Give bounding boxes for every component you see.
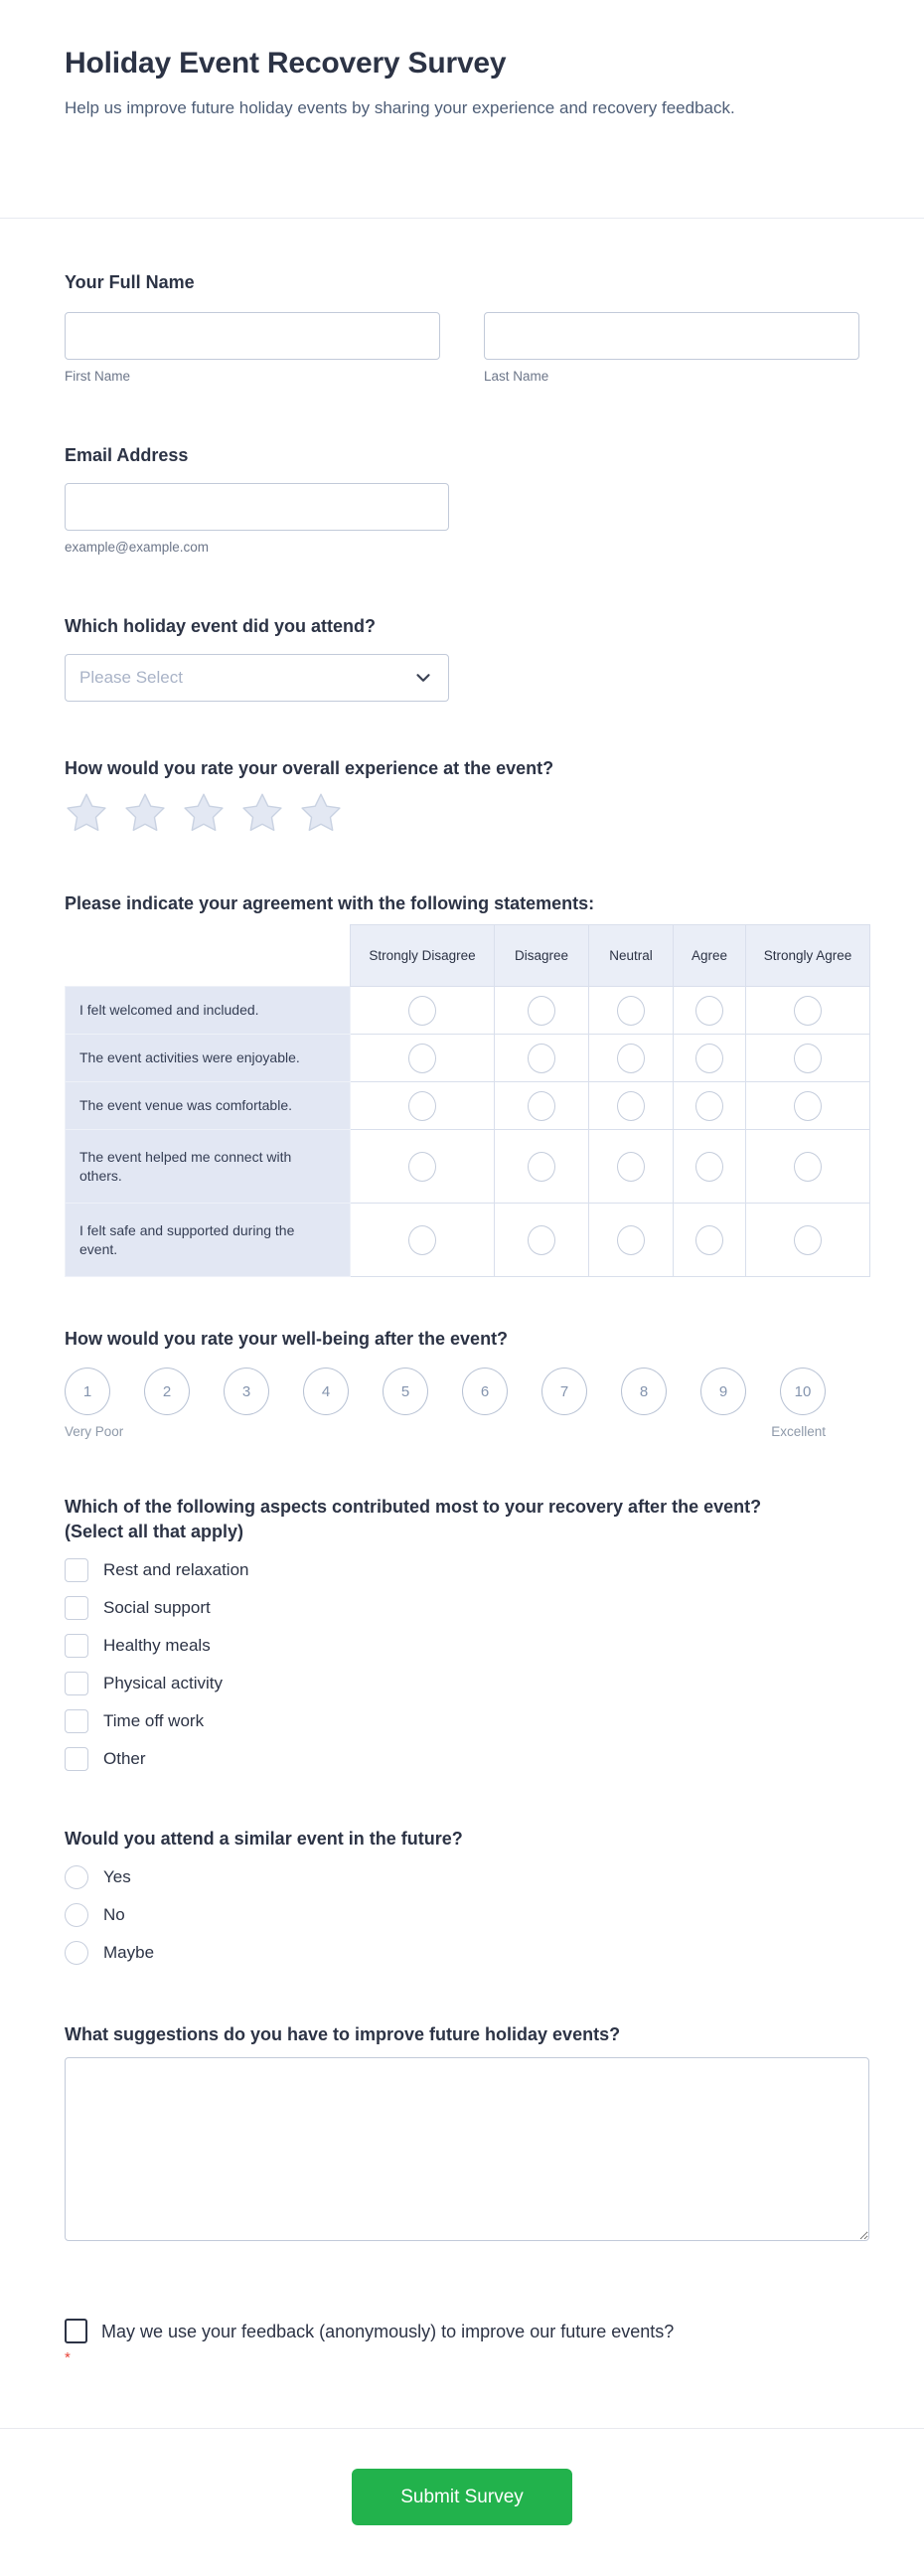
recovery-aspects-options <box>65 1558 859 1771</box>
event-select-value: Please Select <box>79 668 183 687</box>
checkbox-option-label: Other <box>103 1749 146 1768</box>
matrix-radio[interactable] <box>617 1044 645 1073</box>
attend-future-options <box>65 1865 859 1965</box>
full-name-label: Your Full Name <box>65 272 195 292</box>
scale-circle[interactable]: 1 <box>65 1368 110 1415</box>
matrix-cell <box>351 1035 495 1082</box>
event-select-label: Which holiday event did you attend? <box>65 616 377 636</box>
question-event-select <box>65 614 859 702</box>
matrix-radio[interactable] <box>617 1152 645 1182</box>
checkbox-icon[interactable] <box>65 1672 88 1695</box>
wellbeing-scale-row <box>65 1368 859 1415</box>
page-subtitle: Help us improve future holiday events by sharing your experience and recovery feedback. <box>65 98 735 117</box>
first-name-field[interactable] <box>65 312 440 360</box>
matrix-radio[interactable] <box>794 1225 822 1255</box>
matrix-column-header: Disagree <box>495 925 589 987</box>
matrix-body <box>66 987 870 1277</box>
checkbox-option-label: Social support <box>103 1598 211 1617</box>
agreement-matrix-table <box>65 924 870 1277</box>
radio-option-label: Yes <box>103 1867 131 1886</box>
matrix-row-label: The event helped me connect with others. <box>66 1130 351 1204</box>
matrix-cell <box>674 987 746 1035</box>
star-rating <box>65 792 859 834</box>
agreement-matrix-label: Please indicate your agreement with the following statements: <box>65 893 595 913</box>
matrix-radio[interactable] <box>408 1091 436 1121</box>
matrix-radio[interactable] <box>695 1091 723 1121</box>
overall-experience-label: How would you rate your overall experience at the event? <box>65 758 554 778</box>
last-name-col <box>484 312 859 384</box>
recovery-aspects-note: (Select all that apply) <box>65 1522 244 1541</box>
matrix-radio[interactable] <box>617 1091 645 1121</box>
matrix-blank-corner <box>66 925 351 987</box>
matrix-column-header: Strongly Agree <box>746 925 870 987</box>
matrix-cell <box>746 1082 870 1130</box>
star-icon[interactable] <box>65 792 108 834</box>
matrix-cell <box>589 1204 674 1277</box>
matrix-cell <box>351 987 495 1035</box>
scale-circle[interactable]: 10 <box>780 1368 826 1415</box>
star-icon[interactable] <box>299 792 343 834</box>
matrix-column-header: Neutral <box>589 925 674 987</box>
first-name-sublabel: First Name <box>65 369 131 384</box>
scale-circle[interactable]: 3 <box>224 1368 269 1415</box>
matrix-radio[interactable] <box>528 1225 555 1255</box>
matrix-cell <box>746 987 870 1035</box>
matrix-column-header: Agree <box>674 925 746 987</box>
scale-right-caption: Excellent <box>771 1424 826 1439</box>
matrix-radio[interactable] <box>528 1091 555 1121</box>
chevron-down-icon <box>412 667 434 689</box>
checkbox-option[interactable] <box>65 1634 859 1658</box>
matrix-cell <box>589 1130 674 1204</box>
matrix-radio[interactable] <box>695 996 723 1026</box>
name-fields-row <box>65 312 859 384</box>
matrix-column-header: Strongly Disagree <box>351 925 495 987</box>
matrix-cell <box>495 987 589 1035</box>
checkbox-option[interactable] <box>65 1709 859 1733</box>
matrix-radio[interactable] <box>794 1091 822 1121</box>
first-name-col <box>65 312 440 384</box>
matrix-cell <box>746 1204 870 1277</box>
checkbox-icon[interactable] <box>65 1558 88 1582</box>
required-asterisk: * <box>65 2349 71 2366</box>
checkbox-icon[interactable] <box>65 1634 88 1658</box>
question-recovery-aspects <box>65 1495 859 1771</box>
checkbox-option-label: Physical activity <box>103 1674 223 1692</box>
checkbox-option-label: Time off work <box>103 1711 205 1730</box>
matrix-radio[interactable] <box>794 1044 822 1073</box>
matrix-cell <box>589 987 674 1035</box>
question-wellbeing-scale <box>65 1327 859 1439</box>
matrix-radio[interactable] <box>617 1225 645 1255</box>
matrix-cell <box>589 1035 674 1082</box>
last-name-field[interactable] <box>484 312 859 360</box>
checkbox-option[interactable] <box>65 1558 859 1582</box>
scale-circle[interactable]: 4 <box>303 1368 349 1415</box>
matrix-radio[interactable] <box>695 1044 723 1073</box>
matrix-row <box>66 1082 870 1130</box>
matrix-row-label: The event activities were enjoyable. <box>66 1035 351 1082</box>
radio-icon[interactable] <box>65 1903 88 1927</box>
matrix-row <box>66 1130 870 1204</box>
radio-icon[interactable] <box>65 1941 88 1965</box>
consent-box-wrap <box>65 2319 87 2366</box>
wellbeing-scale-label: How would you rate your well-being after the event? <box>65 1329 509 1349</box>
matrix-radio[interactable] <box>408 1152 436 1182</box>
question-attend-future <box>65 1827 859 1965</box>
star-icon[interactable] <box>240 792 284 834</box>
radio-option[interactable] <box>65 1865 859 1889</box>
submit-survey-button[interactable]: Submit Survey <box>352 2469 572 2525</box>
scale-circle[interactable]: 6 <box>462 1368 508 1415</box>
checkbox-option-label: Healthy meals <box>103 1636 211 1655</box>
checkbox-icon[interactable] <box>65 1709 88 1733</box>
checkbox-icon[interactable] <box>65 1596 88 1620</box>
matrix-row <box>66 987 870 1035</box>
matrix-cell <box>746 1035 870 1082</box>
checkbox-option[interactable] <box>65 1747 859 1771</box>
matrix-row <box>66 1204 870 1277</box>
matrix-radio[interactable] <box>695 1152 723 1182</box>
email-field[interactable] <box>65 483 449 531</box>
matrix-cell <box>351 1130 495 1204</box>
question-email <box>65 443 859 555</box>
matrix-cell <box>495 1130 589 1204</box>
submit-section <box>0 2428 924 2576</box>
recovery-aspects-label <box>65 1495 859 1544</box>
radio-option[interactable] <box>65 1941 859 1965</box>
checkbox-option[interactable] <box>65 1672 859 1695</box>
matrix-row-label: The event venue was comfortable. <box>66 1082 351 1130</box>
matrix-radio[interactable] <box>794 1152 822 1182</box>
question-suggestions <box>65 2022 859 2241</box>
question-overall-experience <box>65 756 859 834</box>
radio-option-label: Maybe <box>103 1943 155 1962</box>
checkbox-option-label: Rest and relaxation <box>103 1560 249 1579</box>
attend-future-label: Would you attend a similar event in the future? <box>65 1829 463 1849</box>
recovery-aspects-label-text: Which of the following aspects contributed most to your recovery after the event? <box>65 1497 762 1517</box>
matrix-cell <box>674 1204 746 1277</box>
matrix-cell <box>746 1130 870 1204</box>
consent-label: May we use your feedback (anonymously) to improve our future events? <box>101 2322 675 2341</box>
matrix-radio[interactable] <box>528 1044 555 1073</box>
consent-row <box>65 2319 859 2366</box>
suggestions-label: What suggestions do you have to improve future holiday events? <box>65 2024 621 2044</box>
scale-circle[interactable]: 8 <box>621 1368 667 1415</box>
scale-circle[interactable]: 9 <box>700 1368 746 1415</box>
consent-checkbox[interactable] <box>65 2319 87 2343</box>
checkbox-icon[interactable] <box>65 1747 88 1771</box>
matrix-cell <box>589 1082 674 1130</box>
matrix-cell <box>674 1035 746 1082</box>
event-select-dropdown[interactable] <box>65 654 449 702</box>
matrix-radio[interactable] <box>794 996 822 1026</box>
matrix-radio[interactable] <box>617 996 645 1026</box>
question-consent <box>65 2319 859 2384</box>
form-header <box>0 0 924 219</box>
question-agreement-matrix <box>65 891 859 1277</box>
page-title: Holiday Event Recovery Survey <box>65 47 507 80</box>
email-label: Email Address <box>65 445 189 465</box>
radio-option-label: No <box>103 1905 125 1924</box>
matrix-cell <box>351 1204 495 1277</box>
question-full-name <box>65 270 859 384</box>
scale-circle[interactable]: 7 <box>541 1368 587 1415</box>
matrix-radio[interactable] <box>695 1225 723 1255</box>
matrix-row-label: I felt safe and supported during the event. <box>66 1204 351 1277</box>
matrix-radio[interactable] <box>528 996 555 1026</box>
matrix-radio[interactable] <box>408 1225 436 1255</box>
matrix-header <box>66 925 870 987</box>
matrix-radio[interactable] <box>528 1152 555 1182</box>
checkbox-option[interactable] <box>65 1596 859 1620</box>
matrix-row-label: I felt welcomed and included. <box>66 987 351 1035</box>
email-sublabel: example@example.com <box>65 540 210 555</box>
matrix-cell <box>495 1082 589 1130</box>
matrix-cell <box>495 1204 589 1277</box>
matrix-radio[interactable] <box>408 1044 436 1073</box>
last-name-sublabel: Last Name <box>484 369 549 384</box>
wellbeing-scale-captions <box>65 1424 826 1439</box>
matrix-radio[interactable] <box>408 996 436 1026</box>
matrix-cell <box>674 1082 746 1130</box>
scale-circle[interactable]: 2 <box>144 1368 190 1415</box>
star-icon[interactable] <box>123 792 167 834</box>
matrix-cell <box>495 1035 589 1082</box>
scale-circle[interactable]: 5 <box>383 1368 428 1415</box>
radio-option[interactable] <box>65 1903 859 1927</box>
scale-left-caption: Very Poor <box>65 1424 124 1439</box>
matrix-cell <box>351 1082 495 1130</box>
radio-icon[interactable] <box>65 1865 88 1889</box>
form-body <box>0 270 924 2384</box>
star-icon[interactable] <box>182 792 226 834</box>
matrix-row <box>66 1035 870 1082</box>
suggestions-textarea[interactable] <box>65 2057 869 2241</box>
matrix-cell <box>674 1130 746 1204</box>
